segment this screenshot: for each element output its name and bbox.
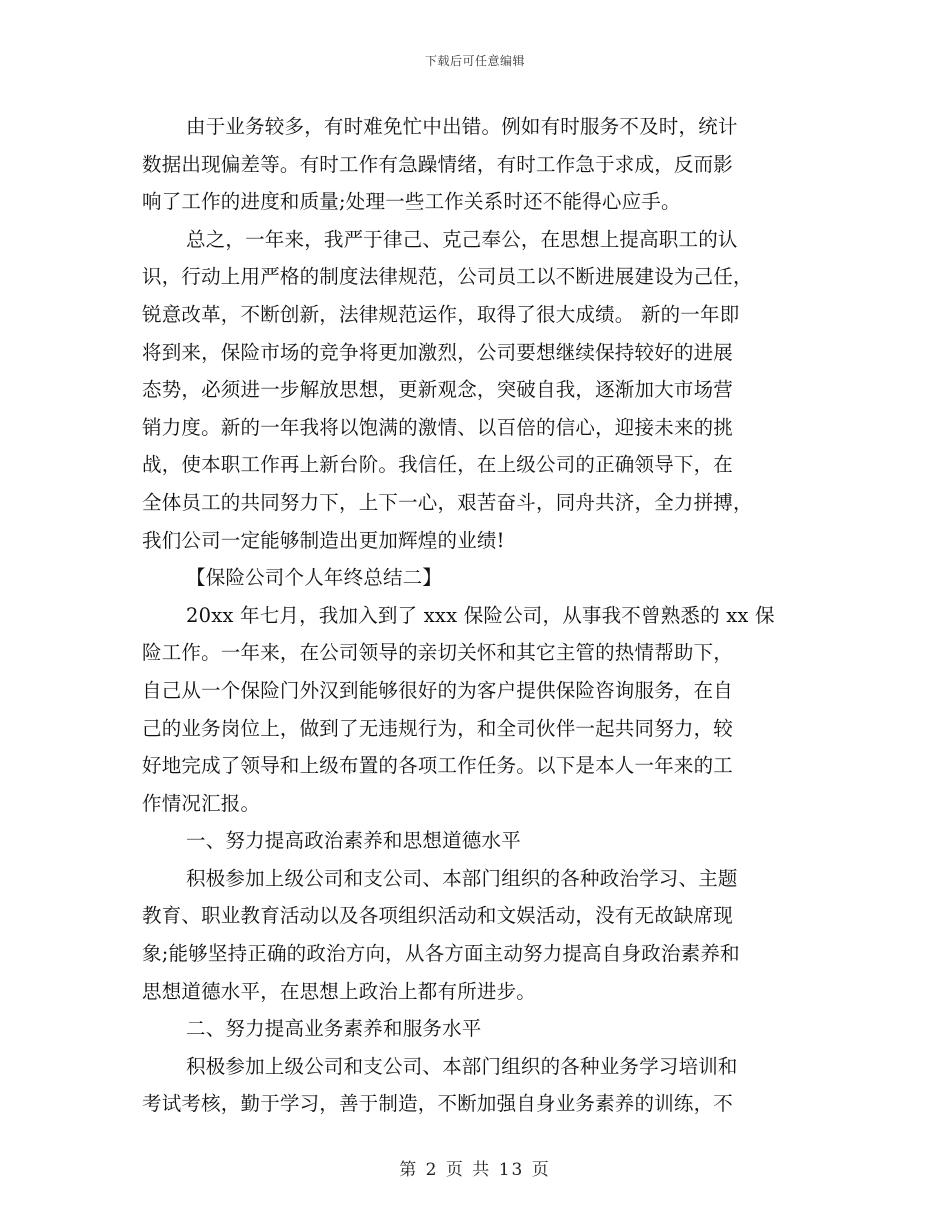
text-line: 作情况汇报。 (142, 791, 261, 815)
text-line: 销力度。新的一年我将以饱满的激情、以百倍的信心，迎接未来的挑 (142, 415, 734, 439)
text-line: 好地完成了领导和上级布置的各项工作任务。以下是本人一年来的工 (142, 754, 734, 778)
text-line: 思想道德水平，在思想上政治上都有所进步。 (142, 979, 537, 1003)
text-line: 识，行动上用严格的制度法律规范，公司员工以不断进展建设为己任， (142, 265, 753, 289)
text-line: 教育、职业教育活动以及各项组织活动和文娱活动，没有无故缺席现 (142, 904, 734, 928)
text-line: 考试考核，勤于学习，善于制造，不断加强自身业务素养的训练，不 (142, 1092, 734, 1116)
text-line: 战，使本职工作再上新台阶。我信任，在上级公司的正确领导下，在 (142, 453, 734, 477)
text-line: 自己从一个保险门外汉到能够很好的为客户提供保险咨询服务，在自 (142, 678, 734, 702)
text-line: 20xx 年七月，我加入到了 xxx 保险公司，从事我不曾熟悉的 xx 保 (186, 603, 775, 627)
text-line: 数据出现偏差等。有时工作有急躁情绪，有时工作急于求成，反而影 (142, 152, 734, 176)
text-line: 险工作。一年来，在公司领导的亲切关怀和其它主管的热情帮助下， (142, 641, 734, 665)
section-heading: 二、努力提高业务素养和服务水平 (186, 1017, 482, 1041)
section-heading: 【保险公司个人年终总结二】 (186, 566, 443, 590)
text-line: 己的业务岗位上，做到了无违规行为，和全司伙伴一起共同努力，较 (142, 716, 734, 740)
page-header: 下载后可任意编辑 (424, 54, 525, 68)
text-line: 总之，一年来，我严于律己、克己奉公，在思想上提高职工的认 (186, 227, 738, 251)
text-line: 积极参加上级公司和支公司、本部门组织的各种业务学习培训和 (186, 1054, 738, 1078)
text-line: 锐意改革，不断创新，法律规范运作，取得了很大成绩。 新的一年即 (142, 302, 740, 326)
page-footer: 第 2 页 共 13 页 (399, 1160, 551, 1180)
text-line: 全体员工的共同努力下，上下一心，艰苦奋斗，同舟共济，全力拼搏， (142, 490, 753, 514)
text-line: 我们公司一定能够制造出更加辉煌的业绩! (142, 528, 505, 552)
text-line: 由于业务较多，有时难免忙中出错。例如有时服务不及时，统计 (186, 115, 738, 138)
section-heading: 一、努力提高政治素养和思想道德水平 (186, 829, 521, 853)
text-line: 将到来，保险市场的竞争将更加激烈，公司要想继续保持较好的进展 (142, 340, 734, 364)
text-line: 积极参加上级公司和支公司、本部门组织的各种政治学习、主题 (186, 866, 738, 890)
text-line: 响了工作的进度和质量;处理一些工作关系时还不能得心应手。 (142, 190, 681, 214)
text-line: 象;能够坚持正确的政治方向，从各方面主动努力提高自身政治素养和 (142, 942, 740, 966)
text-line: 态势，必须进一步解放思想，更新观念，突破自我，逐渐加大市场营 (142, 378, 734, 402)
document-body (142, 108, 802, 1123)
